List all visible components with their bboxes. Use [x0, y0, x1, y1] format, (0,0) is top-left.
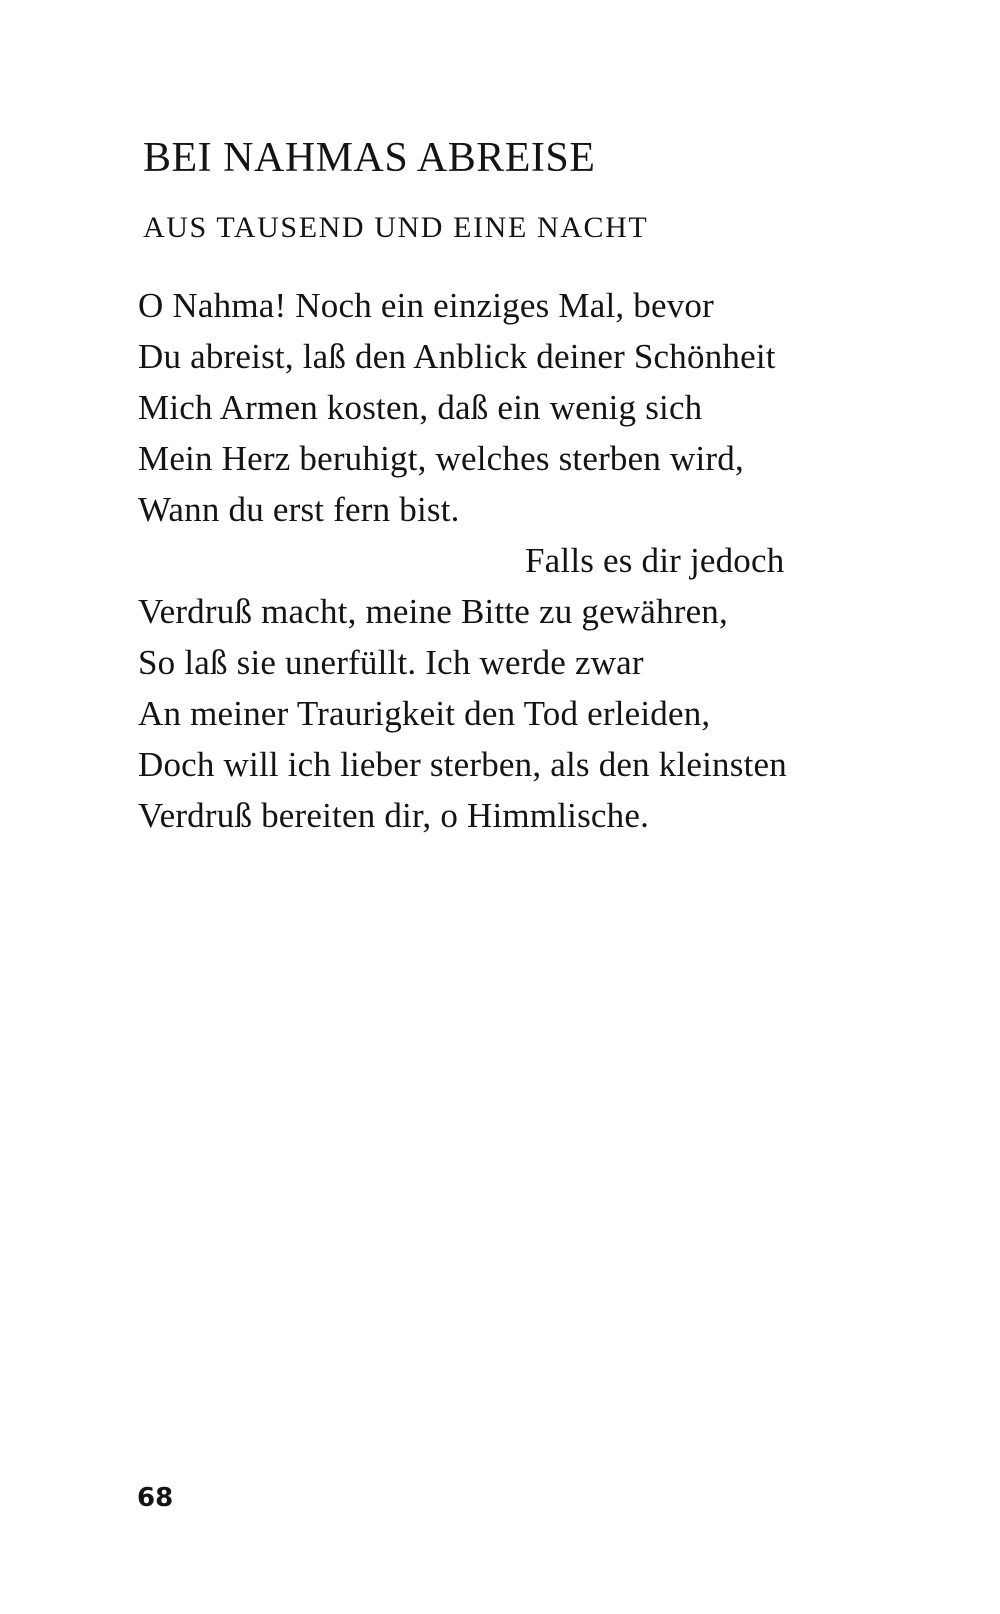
poem-line: Verdruß macht, meine Bitte zu gewähren, [138, 592, 728, 631]
poem-line: Mich Armen kosten, daß ein wenig sich [138, 388, 703, 427]
poem-line: Wann du erst fern bist. [138, 490, 460, 529]
poem-line: Verdruß bereiten dir, o Himmlische. [138, 796, 650, 835]
poem-subtitle: AUS TAUSEND UND EINE NACHT [143, 211, 649, 244]
poem-line-indented: Falls es dir jedoch [525, 541, 785, 580]
poem-line: Doch will ich lieber sterben, als den kleinsten [138, 745, 787, 784]
poem-line: So laß sie unerfüllt. Ich werde zwar [138, 643, 644, 682]
poem-line: Du abreist, laß den Anblick deiner Schönheit [138, 337, 776, 376]
page-number: 68 [137, 1483, 174, 1513]
poem-line: Mein Herz beruhigt, welches sterben wird, [138, 439, 744, 478]
poem-body [138, 280, 938, 841]
poem-line: O Nahma! Noch ein einziges Mal, bevor [138, 286, 714, 325]
poem-line: An meiner Traurigkeit den Tod erleiden, [138, 694, 711, 733]
poem-title: BEI NAHMAS ABREISE [143, 135, 596, 181]
